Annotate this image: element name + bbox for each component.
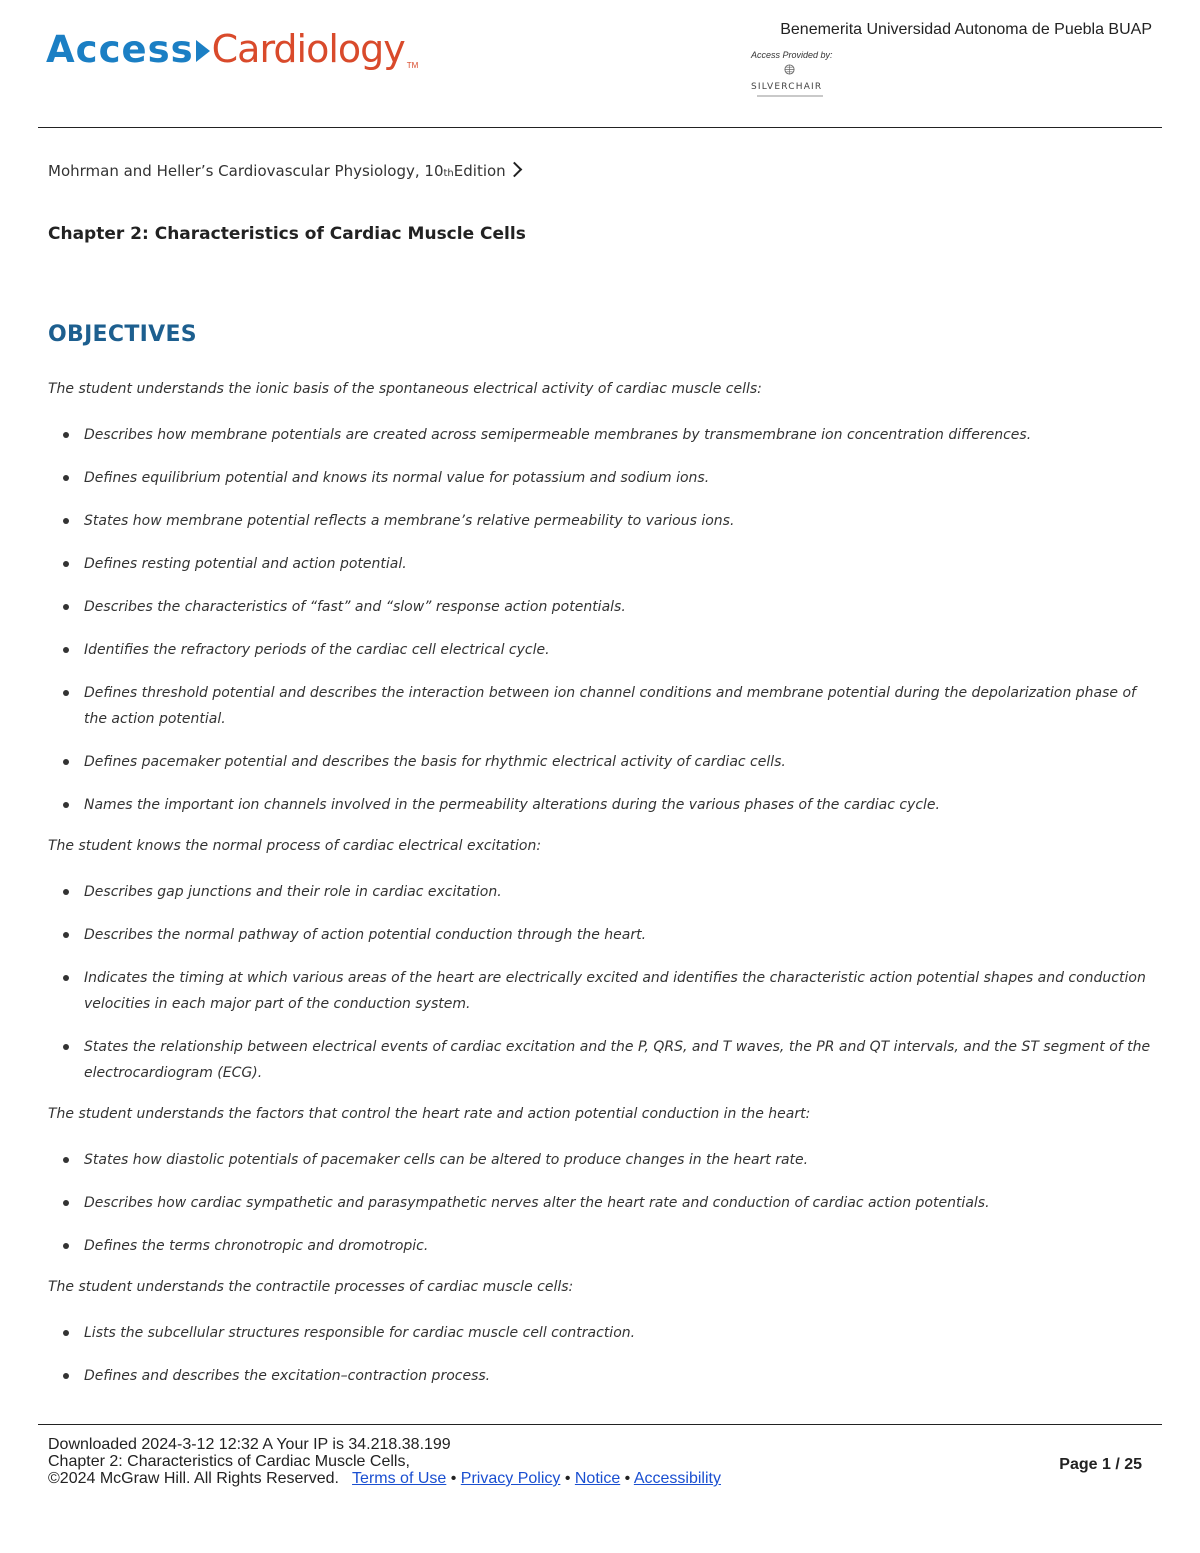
objective-item: Describes how cardiac sympathetic and parasympathetic nerves alter the heart rate and conduction of cardiac action potentials. [48,1190,1160,1216]
silverchair-globe-icon [784,64,795,75]
accessibility-link[interactable]: Accessibility [633,1470,721,1487]
logo-trademark: TM [406,61,419,70]
objective-list [48,1147,1160,1259]
objectives-content [48,378,1160,1406]
accesscardiology-logo[interactable] [46,16,418,82]
header-divider [38,127,1162,128]
objective-item: Defines resting potential and action potential. [48,551,1160,577]
logo-access-text: Access [46,27,194,71]
link-separator: • [620,1470,634,1487]
objective-item: States how diastolic potentials of pacemaker cells can be altered to produce changes in the heart rate. [48,1147,1160,1173]
footer-chapter: Chapter 2: Characteristics of Cardiac Muscle Cells, [48,1453,410,1470]
objective-item: Defines threshold potential and describes the interaction between ion channel conditions and membrane potential during the depolarization phase of the action potential. [48,680,1160,732]
logo-arrow-icon [196,40,210,62]
privacy-policy-link[interactable]: Privacy Policy [460,1470,561,1487]
chapter-title: Chapter 2: Characteristics of Cardiac Muscle Cells [48,224,526,244]
objective-item: States the relationship between electrical events of cardiac excitation and the P, QRS, and T waves, the PR and QT intervals, and the ST segment of the electrocardiogram (ECG). [48,1034,1160,1086]
provider-tagline-bar [757,95,823,97]
breadcrumb-book-title[interactable]: Mohrman and Heller’s Cardiovascular Physiology, 10 [48,162,444,180]
breadcrumb-edition-superscript: th [443,168,454,179]
logo-cardiology-text: Cardiology [211,27,405,71]
access-provided-label: Access Provided by: [751,50,833,60]
objective-list [48,1320,1160,1389]
chevron-right-icon[interactable] [506,162,522,178]
breadcrumb-edition-suffix: Edition [453,162,506,180]
objective-group [48,1103,1160,1259]
breadcrumb[interactable] [48,162,520,180]
objective-item: Defines the terms chronotropic and dromotropic. [48,1233,1160,1259]
objective-item: Describes how membrane potentials are created across semipermeable membranes by transmembrane ion concentration differences. [48,422,1160,448]
objective-group [48,1276,1160,1389]
objective-group [48,378,1160,818]
objective-item: Defines equilibrium potential and knows its normal value for potassium and sodium ions. [48,465,1160,491]
objective-group-intro: The student understands the ionic basis of the spontaneous electrical activity of cardiac muscle cells: [48,381,762,397]
link-separator: • [446,1470,461,1487]
objective-item: Lists the subcellular structures responsible for cardiac muscle cell contraction. [48,1320,1160,1346]
page-header [0,0,1200,128]
link-separator: • [560,1470,575,1487]
objective-list [48,422,1160,818]
objective-item: Indicates the timing at which various areas of the heart are electrically excited and identifies the characteristic action potential shapes and conduction velocities in each major part of the conduction system. [48,965,1160,1017]
objective-item: Defines pacemaker potential and describes the basis for rhythmic electrical activity of cardiac cells. [48,749,1160,775]
notice-link[interactable]: Notice [574,1470,621,1487]
objective-item: Describes the characteristics of “fast” and “slow” response action potentials. [48,594,1160,620]
footer-copyright-line [48,1470,721,1487]
objective-list [48,879,1160,1086]
objective-item: Defines and describes the excitation–contraction process. [48,1363,1160,1389]
institution-name: Benemerita Universidad Autonoma de Puebla BUAP [780,21,1152,38]
objective-group-intro: The student knows the normal process of cardiac electrical excitation: [48,838,542,854]
objective-item: Identifies the refractory periods of the cardiac cell electrical cycle. [48,637,1160,663]
section-heading-objectives: OBJECTIVES [48,322,197,347]
objective-group [48,835,1160,1086]
page-number: Page 1 / 25 [1059,1456,1142,1473]
objective-item: Describes gap junctions and their role in cardiac excitation. [48,879,1160,905]
terms-of-use-link[interactable]: Terms of Use [352,1470,447,1487]
provider-name: SILVERCHAIR [751,82,823,92]
objective-group-intro: The student understands the factors that control the heart rate and action potential conduction in the heart: [48,1106,811,1122]
download-info: Downloaded 2024-3-12 12:32 A Your IP is 34.218.38.199 [48,1436,451,1453]
objective-item: States how membrane potential reflects a membrane’s relative permeability to various ions. [48,508,1160,534]
objective-item: Describes the normal pathway of action potential conduction through the heart. [48,922,1160,948]
copyright-text: ©2024 McGraw Hill. All Rights Reserved. [48,1470,339,1487]
objective-group-intro: The student understands the contractile processes of cardiac muscle cells: [48,1279,574,1295]
page-footer [48,1436,721,1487]
objective-item: Names the important ion channels involved in the permeability alterations during the various phases of the cardiac cycle. [48,792,1160,818]
footer-divider [38,1424,1162,1425]
